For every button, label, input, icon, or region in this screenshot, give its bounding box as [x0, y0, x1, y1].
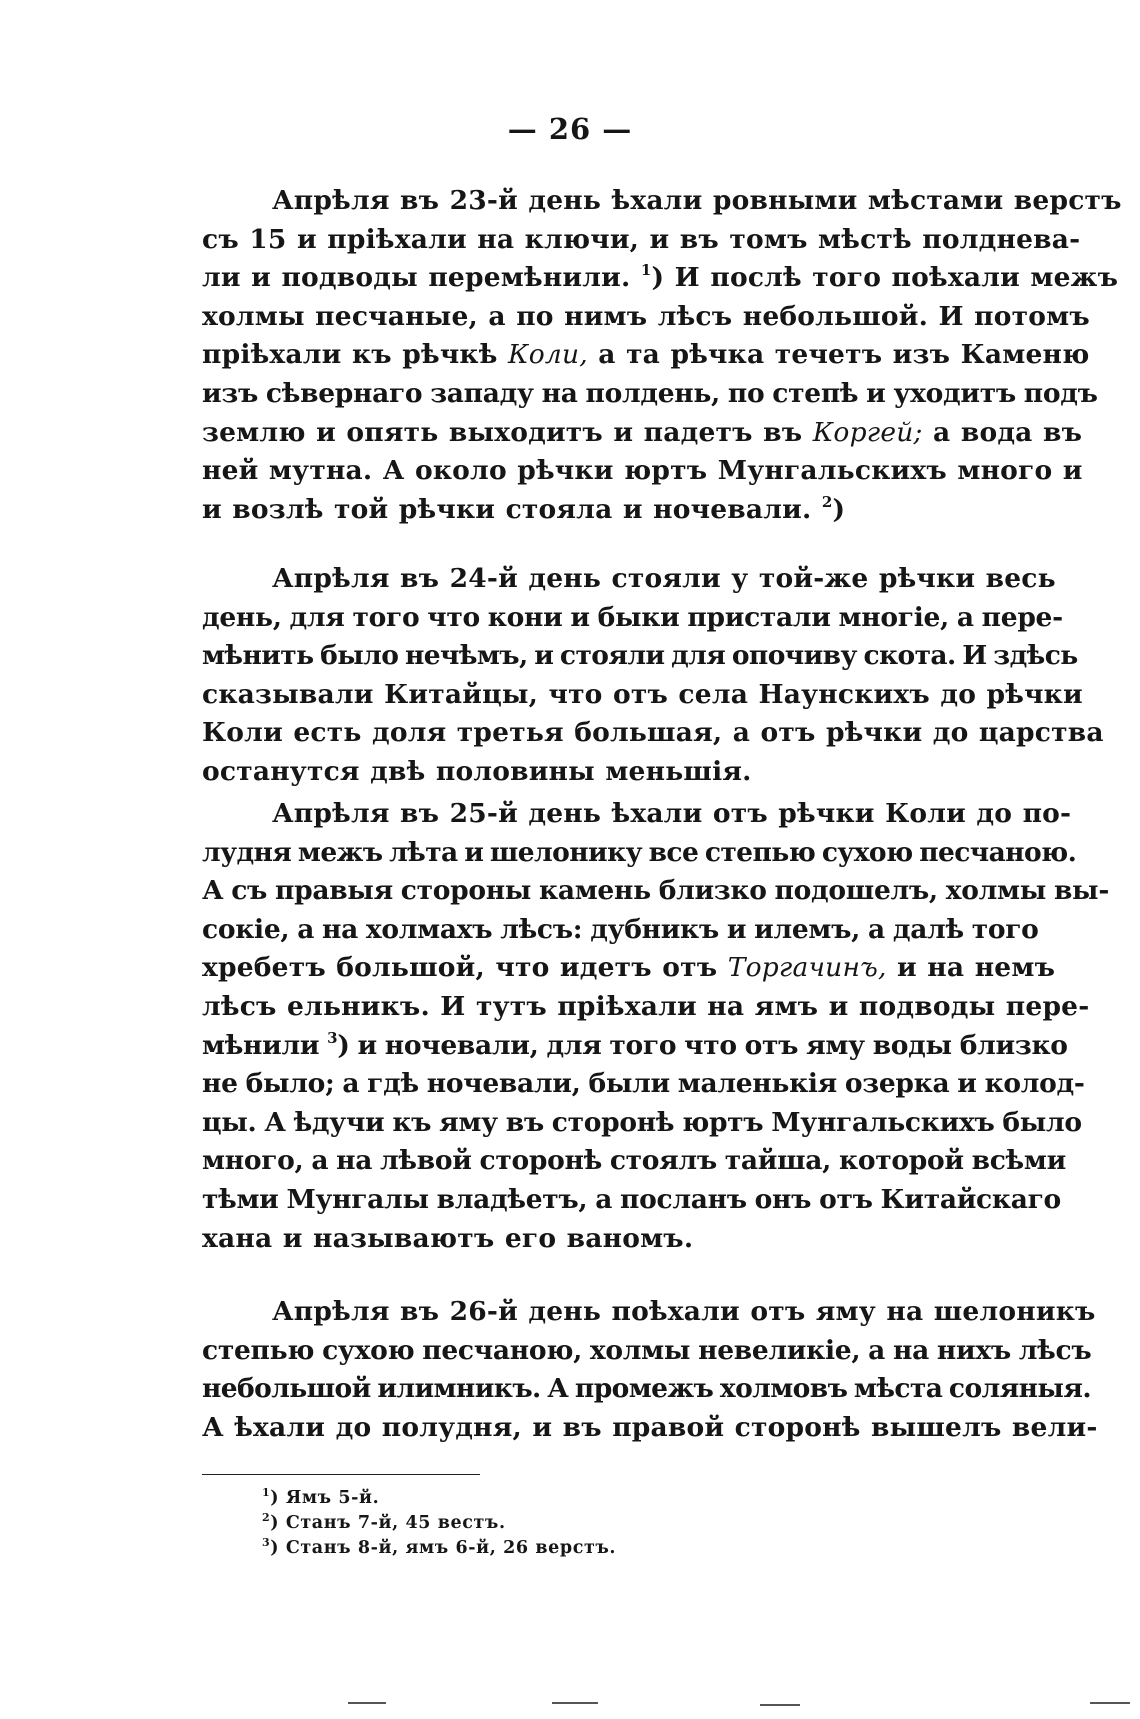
footnote [262, 1511, 616, 1536]
text-line: лѣсъ ельникъ. И тутъ пріѣхали на ямъ и подводы пере- [202, 990, 1090, 1022]
text-line [202, 336, 1090, 375]
text-line: Коли есть доля третья большая, а отъ рѣчки до царства [202, 717, 1104, 749]
footnote [262, 1536, 616, 1561]
footnote-text: ) Станъ 7-й, 45 вестъ. [270, 1513, 506, 1533]
footnote-mark: 3 [262, 1536, 271, 1549]
text-line [202, 1027, 1068, 1066]
footnote-text: ) Станъ 8-й, ямъ 6-й, 26 верстъ. [270, 1538, 617, 1558]
place-name: Торгачинъ, [727, 952, 887, 984]
scan-mark [1090, 1702, 1130, 1704]
text-line: лудня межъ лѣта и шелонику все степью сухою песчаною. [202, 836, 1077, 868]
text-line: небольшой илимникъ. А промежъ холмовъ мѣста соляныя. [202, 1373, 1091, 1405]
text-line: Апрѣля въ 26-й день поѣхали отъ яму на шелоникъ [272, 1296, 1096, 1327]
text-line: степью сухою песчаною, холмы невеликіе, а на нихъ лѣсъ [202, 1334, 1092, 1366]
text-span: и возлѣ той рѣчки стояла и ночевали. [202, 493, 822, 525]
text-span: хребетъ большой, что идетъ отъ [202, 952, 728, 984]
text-line: останутся двѣ половины меньшія. [202, 755, 752, 787]
text-line [202, 491, 1028, 530]
text-span: ) и ночевали, для того что отъ яму воды близко [337, 1029, 1068, 1061]
footnote [262, 1486, 616, 1511]
footnote-mark: 1 [262, 1486, 271, 1499]
text-line [202, 259, 1119, 298]
text-line: сказывали Китайцы, что отъ села Наунскихъ до рѣчки [202, 678, 1083, 710]
text-line: хана и называютъ его ваномъ. [202, 1222, 694, 1254]
text-span: и на немъ [886, 952, 1056, 984]
text-line: много, а на лѣвой сторонѣ стоялъ тайша, которой всѣми [202, 1145, 1066, 1177]
footnote-divider [202, 1474, 480, 1475]
text-span: ) [832, 493, 846, 525]
text-line: холмы песчаные, а по нимъ лѣсъ небольшой. И потомъ [202, 300, 1090, 332]
scan-mark [348, 1702, 386, 1704]
scan-mark [760, 1704, 800, 1706]
text-line: Апрѣля въ 25-й день ѣхали отъ рѣчки Коли до по- [272, 798, 1072, 829]
text-line: мѣнить было нечѣмъ, и стояли для опочиву скота. И здѣсь [202, 640, 1078, 672]
text-line: изъ сѣвернаго западу на полдень, по степѣ и уходитъ подъ [202, 377, 1098, 409]
paragraph-april-24 [202, 560, 1104, 792]
text-line: Апрѣля въ 24-й день стояли у той-же рѣчки весь [272, 563, 1056, 594]
text-line: цы. А ѣдучи къ яму въ сторонѣ юртъ Мунгальскихъ было [202, 1106, 1082, 1138]
text-span: ли и подводы перемѣнили. [202, 262, 641, 294]
text-span: мѣнили [202, 1029, 328, 1061]
footnote-ref: 3 [327, 1028, 338, 1047]
text-span: ) И послѣ того поѣхали межъ [651, 262, 1119, 294]
text-span: а вода въ [922, 416, 1083, 448]
text-line: А съ правыя стороны камень близко подошелъ, холмы вы- [202, 875, 1110, 907]
place-name: Коргей; [812, 416, 923, 448]
text-line: тѣми Мунгалы владѣетъ, а посланъ онъ отъ Китайскаго [202, 1183, 1061, 1215]
text-line [202, 414, 1083, 453]
text-line: съ 15 и пріѣхали на ключи, и въ томъ мѣстѣ полднева- [202, 223, 1081, 255]
text-line: день, для того что кони и быки пристали многіе, а пере- [202, 601, 1063, 633]
footnote-ref: 1 [640, 261, 652, 280]
footnotes [262, 1486, 616, 1561]
text-line [202, 949, 1056, 988]
paragraph-april-25 [202, 795, 1110, 1258]
text-line: сокіе, а на холмахъ лѣсъ: дубникъ и илемъ, а далѣ того [202, 913, 1039, 945]
paragraph-april-26 [202, 1293, 1098, 1447]
text-span: а та рѣчка течетъ изъ Каменю [587, 339, 1090, 371]
text-line: ней мутна. А около рѣчки юртъ Мунгальскихъ много и [202, 455, 1083, 487]
paragraph-april-23 [202, 182, 1122, 529]
scan-mark [552, 1702, 598, 1704]
page-number: — 26 — [507, 112, 633, 146]
footnote-ref: 2 [821, 492, 833, 511]
text-line: не было; а гдѣ ночевали, были маленькія озерка и колод- [202, 1068, 1085, 1100]
place-name: Коли, [508, 339, 588, 371]
text-span: землю и опять выходитъ и падетъ въ [202, 416, 813, 448]
text-span: пріѣхали къ рѣчкѣ [202, 339, 509, 371]
footnote-text: ) Ямъ 5-й. [270, 1488, 380, 1508]
text-line: Апрѣля въ 23-й день ѣхали ровными мѣстами верстъ [272, 185, 1122, 216]
text-line: А ѣхали до полудня, и въ правой сторонѣ вышелъ вели- [202, 1411, 1098, 1443]
footnote-mark: 2 [262, 1511, 271, 1524]
